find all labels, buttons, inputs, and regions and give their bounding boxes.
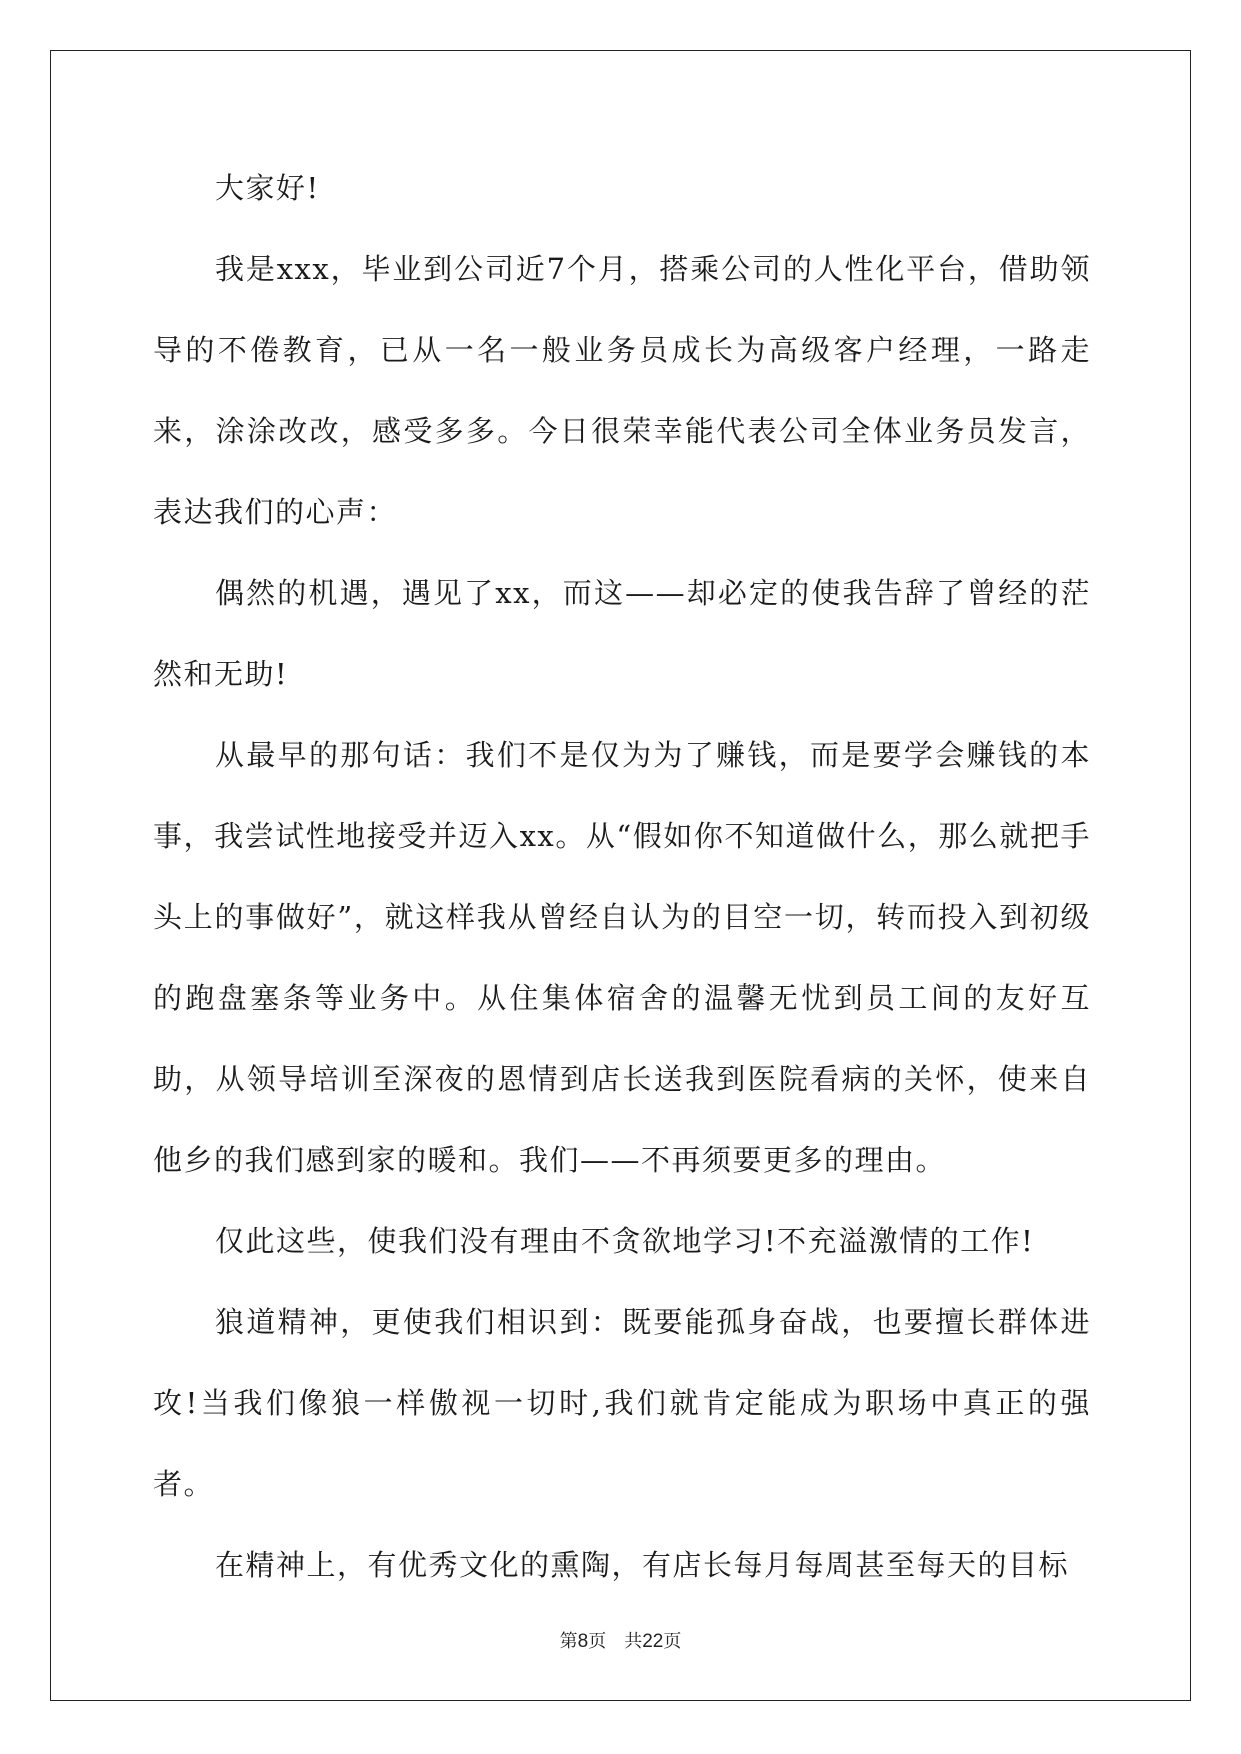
document-body (153, 148, 1091, 1606)
paragraph-motivation: 仅此这些，使我们没有理由不贪欲地学习!不充溢激情的工作! (215, 1224, 1035, 1258)
paragraph-chance-meeting: 偶然的机遇，遇见了xx，而这——却必定的使我告辞了曾经的茫然和无助! (153, 576, 1091, 691)
paragraph-introduction: 我是xxx，毕业到公司近7个月，搭乘公司的人性化平台，借助领导的不倦教育，已从一名一般业务员成长为高级客户经理，一路走来，涂涂改改，感受多多。今日很荣幸能代表公司全体业务员发言，表达我们的心声： (153, 252, 1091, 529)
paragraph-wolf-spirit: 狼道精神，更使我们相识到：既要能孤身奋战，也要擅长群体进攻!当我们像狼一样傲视一切时,我们就肯定能成为职场中真正的强者。 (153, 1305, 1091, 1501)
paragraph-spirit: 在精神上，有优秀文化的熏陶，有店长每月每周甚至每天的目标 (215, 1548, 1070, 1582)
paragraph-experience: 从最早的那句话：我们不是仅为为了赚钱，而是要学会赚钱的本事，我尝试性地接受并迈入xx。从“假如你不知道做什么，那么就把手头上的事做好”，就这样我从曾经自认为的目空一切，转而投入到初级的跑盘塞条等业务中。从住集体宿舍的温馨无忧到员工间的友好互助，从领导培训至深夜的恩情到店长送我到医院看病的关怀，使来自他乡的我们感到家的暖和。我们——不再须要更多的理由。 (153, 738, 1091, 1177)
total-page-number: 22 (642, 1631, 664, 1652)
page-prefix: 第 (559, 1631, 578, 1652)
page-suffix: 页 (663, 1631, 682, 1652)
page-number-footer (0, 1627, 1241, 1653)
paragraph-greeting: 大家好! (215, 171, 320, 205)
page-separator: 页 共 (588, 1631, 643, 1652)
current-page-number: 8 (577, 1631, 589, 1652)
